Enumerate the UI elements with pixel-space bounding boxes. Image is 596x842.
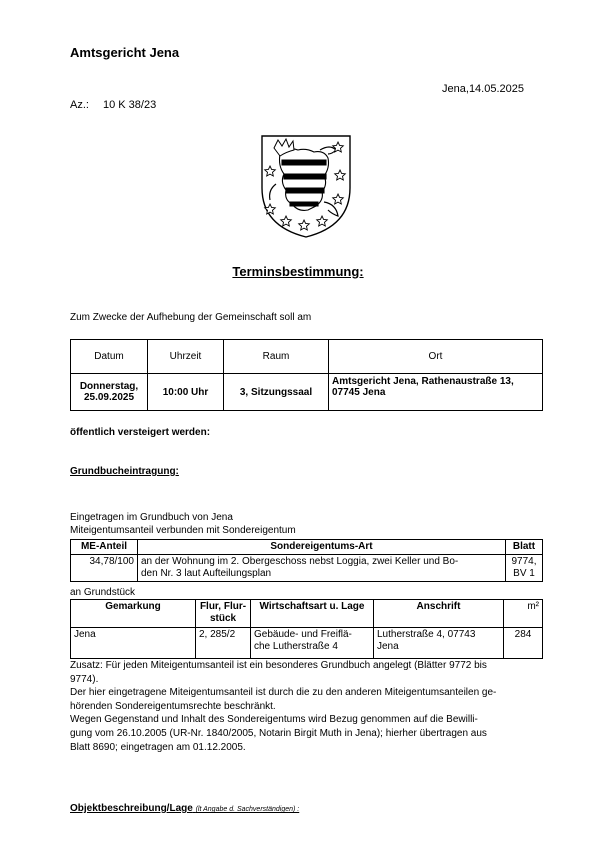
plot-use-line1: Gebäude- und Freiflä- <box>254 629 352 640</box>
court-name: Amtsgericht Jena <box>70 45 180 60</box>
plot-address-line2: Jena <box>377 641 399 652</box>
appointment-table <box>70 339 543 411</box>
header-flur-line2: stück <box>209 613 237 624</box>
date-value: 25.09.2025 <box>83 392 135 403</box>
share-value: 34,78/100 <box>71 555 138 582</box>
object-heading-text: Objektbeschreibung/Lage <box>70 803 193 814</box>
header-area: m² <box>504 600 543 628</box>
plot-table <box>70 599 543 659</box>
land-register-line2: Miteigentumsanteil verbunden mit Sondereigentum <box>70 525 296 536</box>
table-header-row <box>71 340 543 374</box>
header-flur <box>196 600 251 628</box>
header-sheet: Blatt <box>506 540 543 555</box>
plot-use <box>251 628 374 659</box>
note-line: Blatt 8690; eingetragen am 01.12.2005. <box>70 741 246 753</box>
header-address: Anschrift <box>374 600 504 628</box>
header-place: Ort <box>329 340 543 374</box>
appointment-place: Amtsgericht Jena, Rathenaustraße 13, 07745 Jena <box>329 374 543 411</box>
header-date: Datum <box>71 340 148 374</box>
table-row <box>71 555 543 582</box>
table-header-row <box>71 540 543 555</box>
plot-gemarkung: Jena <box>71 628 196 659</box>
share-sheet <box>506 555 543 582</box>
place-date: Jena,14.05.2025 <box>442 83 524 95</box>
land-register-heading: Grundbucheintragung: <box>70 466 179 477</box>
note-line: Der hier eingetragene Miteigentumsanteil ist durch die zu den anderen Miteigentumsanteilen ge- <box>70 687 497 699</box>
appointment-time: 10:00 Uhr <box>148 374 224 411</box>
header-type: Sondereigentums-Art <box>138 540 506 555</box>
date-weekday: Donnerstag, <box>79 381 139 392</box>
note-line: gung vom 26.10.2005 (UR-Nr. 1840/2005, Notarin Birgit Muth in Jena); hierher übertragen aus <box>70 727 487 739</box>
share-table <box>70 539 543 582</box>
note-line: hörenden Sondereigentumsrechte beschränkt. <box>70 700 276 712</box>
file-number-value: 10 K 38/23 <box>103 99 157 111</box>
header-time: Uhrzeit <box>148 340 224 374</box>
object-description-heading <box>70 803 299 814</box>
sheet-line2: BV 1 <box>513 568 535 579</box>
header-share: ME-Anteil <box>71 540 138 555</box>
thuringia-coat-of-arms-icon <box>258 130 354 240</box>
header-room: Raum <box>224 340 329 374</box>
document-title: Terminsbestimmung: <box>232 264 364 279</box>
plot-area: 284 <box>504 628 543 659</box>
file-number-label: Az.: <box>70 99 89 111</box>
share-type-line1: an der Wohnung im 2. Obergeschoss nebst Loggia, zwei Keller und Bo- <box>141 556 459 567</box>
plot-flur: 2, 285/2 <box>196 628 251 659</box>
plot-use-line2: che Lutherstraße 4 <box>254 641 338 652</box>
note-line: 9774). <box>70 673 99 685</box>
land-register-line1: Eingetragen im Grundbuch von Jena <box>70 512 233 523</box>
appointment-date <box>71 374 148 411</box>
intro-text: Zum Zwecke der Aufhebung der Gemeinschaft soll am <box>70 312 312 323</box>
table-row <box>71 374 543 411</box>
table-header-row <box>71 600 543 628</box>
header-use: Wirtschaftsart u. Lage <box>251 600 374 628</box>
header-gemarkung: Gemarkung <box>71 600 196 628</box>
sheet-line1: 9774, <box>511 556 537 567</box>
land-register-intro <box>70 511 296 537</box>
share-type <box>138 555 506 582</box>
plot-address-line1: Lutherstraße 4, 07743 <box>377 629 476 640</box>
note-line: Zusatz: Für jeden Miteigentumsanteil ist ein besonderes Grundbuch angelegt (Blätter 9772 bis <box>70 660 487 671</box>
note-line: Wegen Gegenstand und Inhalt des Sondereigentums wird Bezug genommen auf die Bewilli- <box>70 714 478 726</box>
plot-label: an Grundstück <box>70 587 136 598</box>
table-row <box>71 628 543 659</box>
header-flur-line1: Flur, Flur- <box>199 601 247 612</box>
land-register-notes <box>70 659 546 754</box>
auction-text: öffentlich versteigert werden: <box>70 427 211 438</box>
share-type-line2: den Nr. 3 laut Aufteilungsplan <box>141 568 272 579</box>
object-heading-note: (lt Angabe d. Sachverständigen) : <box>195 806 300 813</box>
plot-address <box>374 628 504 659</box>
appointment-room: 3, Sitzungssaal <box>224 374 329 411</box>
